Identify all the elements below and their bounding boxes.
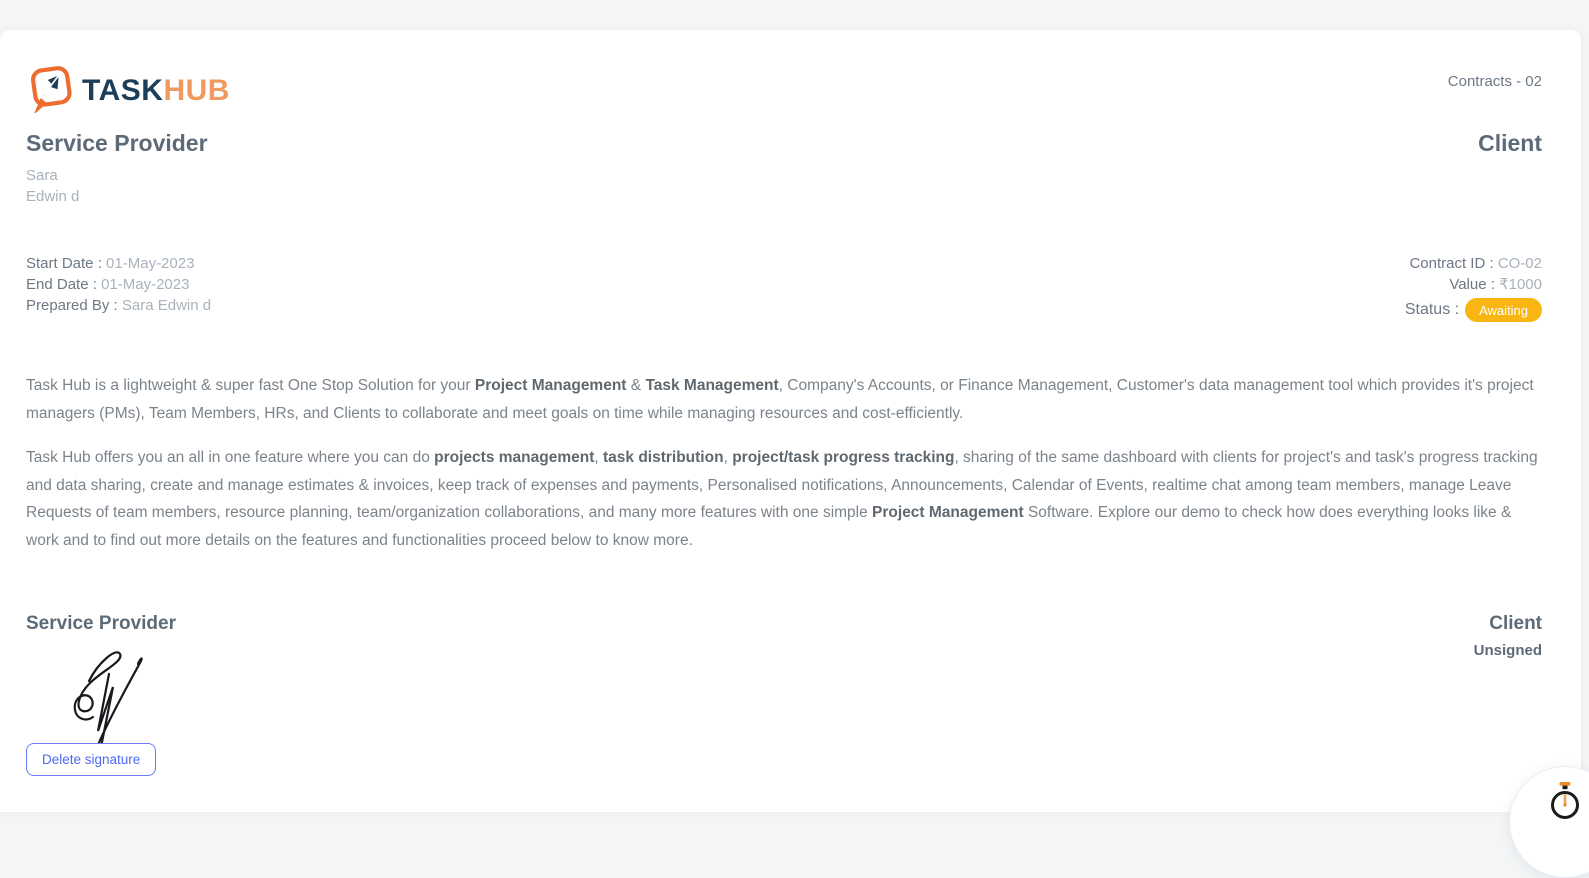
provider-signature-title: Service Provider	[26, 613, 176, 634]
delete-signature-button[interactable]: Delete signature	[26, 743, 156, 776]
end-date-row: End Date : 01-May-2023	[26, 276, 190, 293]
header	[26, 63, 1542, 118]
prepared-by-value: Sara Edwin d	[121, 297, 212, 314]
contract-meta-right	[1405, 253, 1542, 322]
service-provider-block	[26, 130, 208, 207]
parties-row	[26, 130, 1542, 207]
contract-value: ₹1000	[1499, 276, 1542, 293]
client-unsigned-status: Unsigned	[1473, 642, 1542, 659]
provider-signature-image	[56, 639, 154, 751]
client-signature-title: Client	[1489, 613, 1542, 634]
provider-name-line1: Sara	[26, 167, 58, 184]
taskhub-logo-icon	[26, 63, 76, 118]
prepared-by-row: Prepared By : Sara Edwin d	[26, 297, 212, 314]
status-row: Status : Awaiting	[1405, 298, 1542, 322]
taskhub-wordmark: TASKHUB	[82, 73, 230, 107]
contract-paragraphs	[26, 372, 1542, 554]
signatures-row	[26, 612, 1542, 776]
contract-id-row: Contract ID : CO-02	[1409, 255, 1542, 272]
end-date-value: 01-May-2023	[101, 276, 190, 293]
stopwatch-icon	[1546, 781, 1584, 826]
contract-id-value: CO-02	[1497, 255, 1542, 272]
contract-meta	[26, 253, 1542, 322]
contract-paragraph: Task Hub offers you an all in one feature where you can do projects management, task distribution, project/task progress tracking, sharing of the same dashboard with clients for project's and task's progress tracking and data sharing, create and manage estimates & invoices, keep track of expenses and payments, Personalised notifications, Announcements, Calendar of Events, realtime chat among team members, manage Leave Requests of team members, resource planning, team/organization collaborations, and many more features with one simple Project Management Software. Explore our demo to check how does everything looks like & work and to find out more details on the features and functionalities proceed below to know more.	[26, 449, 1538, 549]
client-title: Client	[1478, 130, 1542, 156]
service-provider-names	[26, 165, 208, 207]
start-date-row: Start Date : 01-May-2023	[26, 255, 195, 272]
contract-meta-left	[26, 253, 211, 322]
taskhub-logo	[26, 63, 230, 118]
service-provider-title: Service Provider	[26, 130, 208, 156]
contract-card	[0, 30, 1581, 812]
contract-paragraph: Task Hub is a lightweight & super fast One Stop Solution for your Project Management & Task Management, Company's Accounts, or Finance Management, Customer's data management tool which provides it's project managers (PMs), Team Members, HRs, and Clients to collaborate and meet goals on time while managing resources and cost-efficiently.	[26, 377, 1534, 422]
status-badge: Awaiting	[1465, 298, 1542, 322]
start-date-value: 01-May-2023	[106, 255, 195, 272]
provider-name-line2: Edwin d	[26, 188, 80, 205]
client-signature-block	[1474, 612, 1542, 659]
provider-signature-block	[26, 612, 176, 776]
value-row: Value : ₹1000	[1449, 276, 1542, 293]
contracts-count-label: Contracts - 02	[1447, 73, 1542, 90]
